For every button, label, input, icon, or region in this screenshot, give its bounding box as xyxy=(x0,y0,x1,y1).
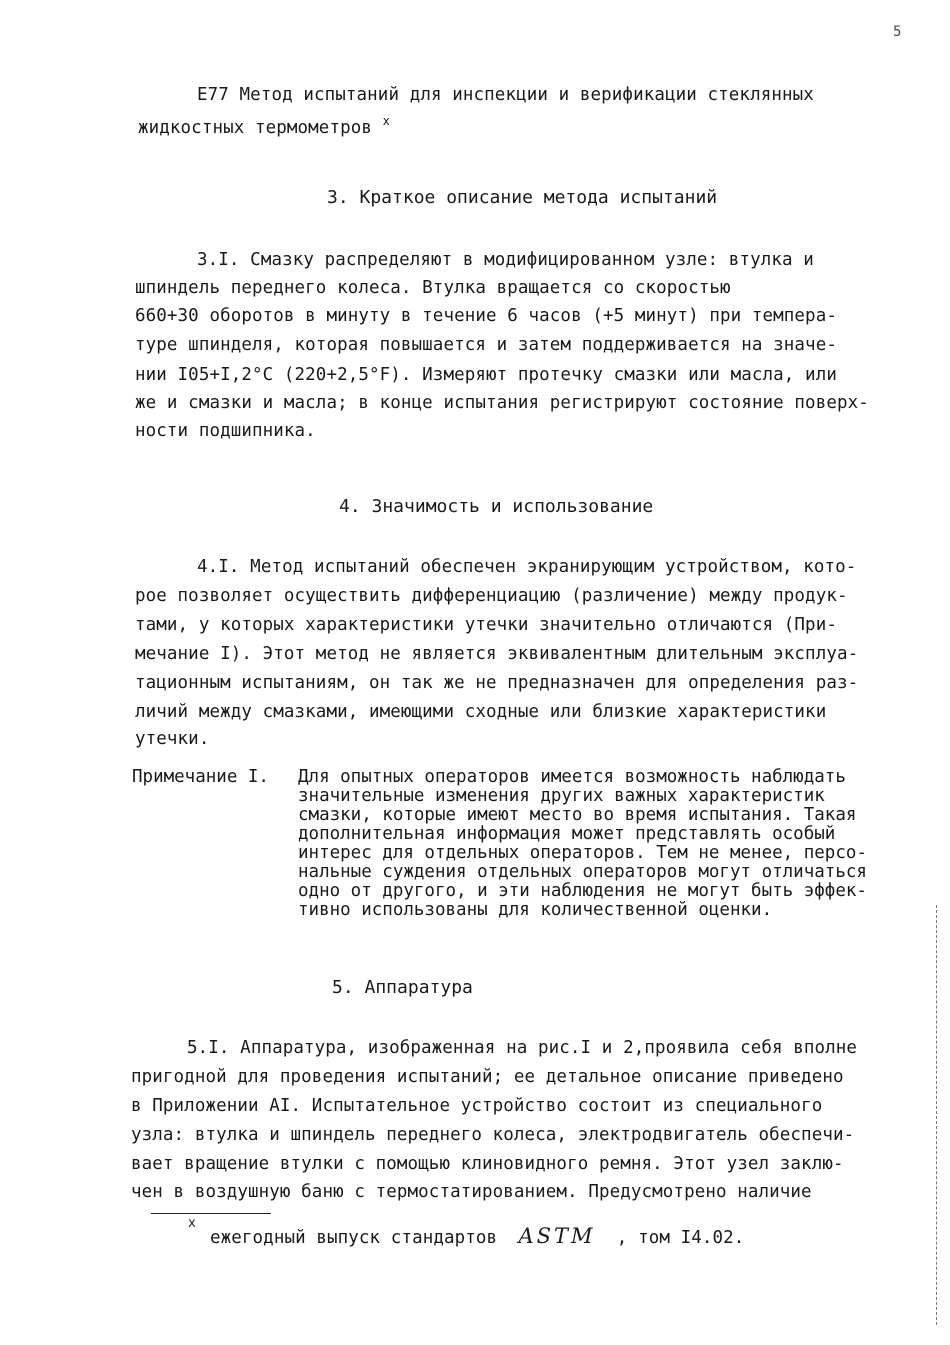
reference-line-1: E77 Метод испытаний для инспекции и верификации стеклянных xyxy=(197,85,814,105)
footnote-reference-mark: x xyxy=(382,114,390,128)
section-5-line: пригодной для проведения испытаний; ее детальное описание приведено xyxy=(131,1067,844,1087)
footnote-mark: x xyxy=(188,1216,196,1231)
section-4-line: тационным испытаниям, он так же не предназначен для определения раз- xyxy=(135,673,859,693)
section-5-line: вает вращение втулки с помощью клиновидного ремня. Этот узел заклю- xyxy=(131,1154,844,1174)
note-line: значительные изменения других важных характеристик xyxy=(298,786,825,806)
footnote-text-after: , том I4.02. xyxy=(616,1228,745,1248)
section-5-line: чен в воздушную баню с термостатированием. Предусмотрено наличие xyxy=(131,1182,812,1202)
note-line: Для опытных операторов имеется возможность наблюдать xyxy=(298,767,846,787)
note-line: одно от другого, и эти наблюдения не могут быть эффек- xyxy=(298,881,867,901)
section-5-heading: 5. Аппаратура xyxy=(332,977,473,998)
section-3-line: 3.I. Смазку распределяют в модифицированном узле: втулка и xyxy=(197,250,814,270)
section-4-line: личий между смазками, имеющими сходные или близкие характеристики xyxy=(135,702,827,722)
section-3-line: же и смазки и масла; в конце испытания регистрируют состояние поверх- xyxy=(135,393,869,413)
section-4-line: утечки. xyxy=(135,729,210,749)
footnote-handwritten-astm: ASTM xyxy=(518,1224,596,1248)
scan-edge-line xyxy=(936,905,937,1325)
section-4-line: мечание I). Этот метод не является эквивалентным длительным эксплуа- xyxy=(135,644,859,664)
section-3-line: нии I05+I,2°C (220+2,5°F). Измеряют протечку смазки или масла, или xyxy=(135,365,837,385)
section-3-heading: 3. Краткое описание метода испытаний xyxy=(327,187,718,208)
section-5-line: узла: втулка и шпиндель переднего колеса, электродвигатель обеспечи- xyxy=(131,1125,855,1145)
section-3-line: ности подшипника. xyxy=(135,421,316,441)
note-line: нальные суждения отдельных операторов могут отличаться xyxy=(298,862,867,882)
note-line: тивно использованы для количественной оценки. xyxy=(298,900,773,920)
section-4-heading: 4. Значимость и использование xyxy=(339,496,654,517)
reference-line-2-text: жидкостных термометров xyxy=(138,118,372,138)
note-line: интерес для отдельных операторов. Тем не менее, персо- xyxy=(298,843,867,863)
footnote-rule xyxy=(151,1213,271,1214)
section-4-line: тами, у которых характеристики утечки значительно отличаются (При- xyxy=(135,615,837,635)
note-label: Примечание I. xyxy=(132,767,269,787)
section-3-line: шпиндель переднего колеса. Втулка вращается со скоростью xyxy=(135,278,731,298)
note-line: смазки, которые имеют место во время испытания. Такая xyxy=(298,805,857,825)
section-3-line: туре шпинделя, которая повышается и затем поддерживается на значе- xyxy=(135,335,837,355)
section-5-line: в Приложении AI. Испытательное устройство состоит из специального xyxy=(131,1096,823,1116)
section-4-line: рое позволяет осуществить дифференциацию (различение) между продук- xyxy=(135,586,848,606)
page-number: 5 xyxy=(893,24,902,40)
section-3-line: 660+30 оборотов в минуту в течение 6 часов (+5 минут) при темпера- xyxy=(135,306,837,326)
reference-line-2 xyxy=(138,110,390,139)
footnote-text-before: ежегодный выпуск стандартов xyxy=(210,1228,498,1248)
note-line: дополнительная информация может представлять особый xyxy=(298,824,836,844)
footnote-text xyxy=(210,1225,744,1249)
section-5-line: 5.I. Аппаратура, изображенная на рис.I и 2,проявила себя вполне xyxy=(187,1038,858,1058)
section-4-line: 4.I. Метод испытаний обеспечен экранирующим устройством, кото- xyxy=(197,557,857,577)
